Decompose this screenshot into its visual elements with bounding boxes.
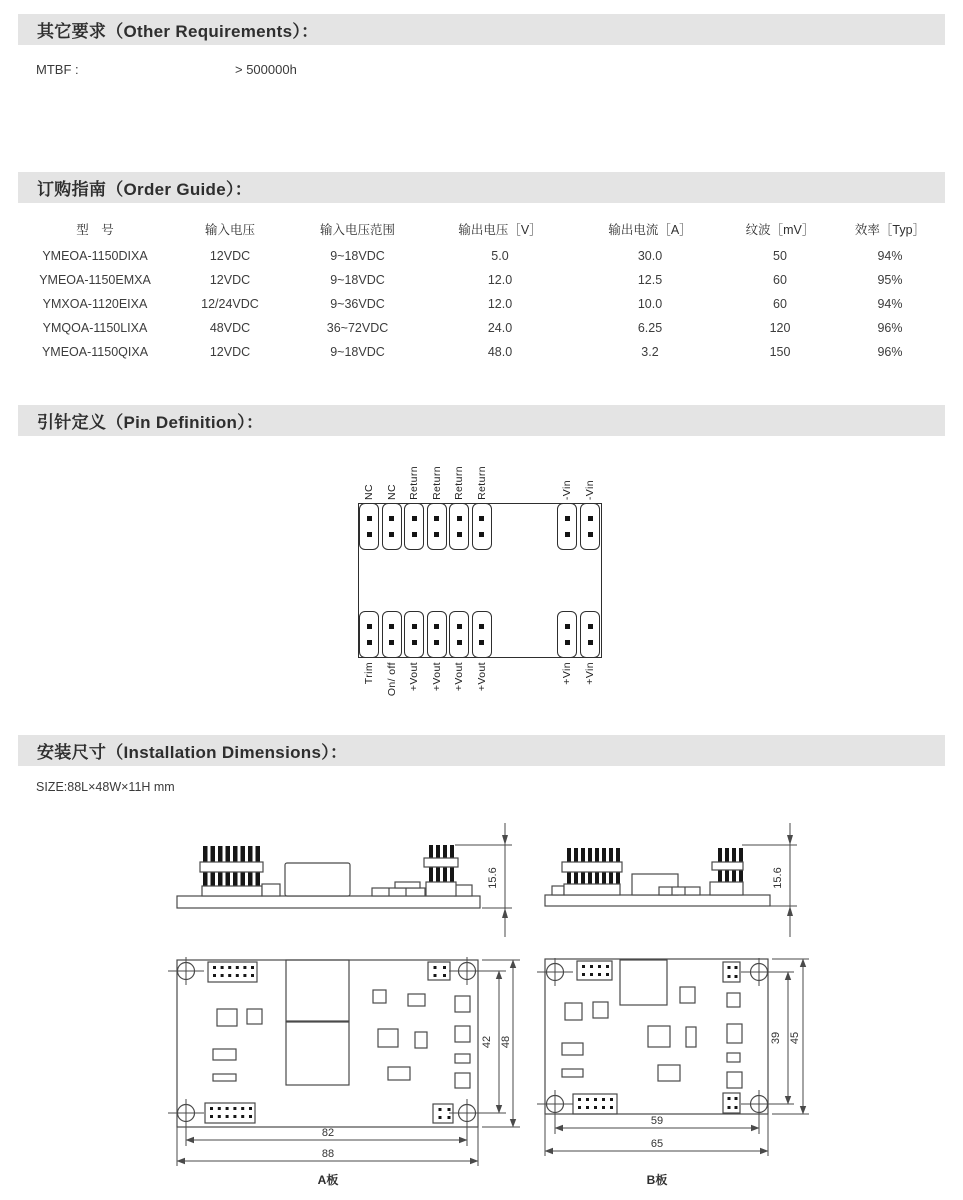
section-title: 订购指南（Order Guide）： [37, 180, 253, 199]
table-cell: 9~18VDC [330, 273, 385, 287]
pin-label [555, 440, 579, 500]
column-header: 型 号 [76, 223, 114, 237]
table-cell: 10.0 [637, 297, 663, 311]
connector-top-right [428, 962, 450, 980]
pin-label-text: NC [385, 484, 398, 500]
pin-contact [565, 640, 570, 645]
pin-label-text: On/ off [385, 662, 398, 697]
components-a [213, 960, 470, 1088]
pin-contact [565, 532, 570, 537]
pin-contact [434, 532, 439, 537]
table-cell: 12VDC [209, 273, 251, 287]
connector-bottom-right [723, 1093, 740, 1113]
pin [427, 611, 447, 658]
table-row [20, 292, 945, 316]
table-cell: 9~18VDC [330, 249, 385, 263]
column-header: 效率［Typ］ [854, 223, 926, 237]
pin [404, 611, 424, 658]
dim-59: 59 [650, 1115, 664, 1127]
component-box [285, 863, 350, 896]
table-row [20, 244, 945, 268]
table-cell: 50 [773, 249, 787, 263]
table-cell: 36~72VDC [326, 321, 389, 335]
table-row [20, 316, 945, 340]
board-b-drawing [530, 950, 860, 1198]
section-title: 引针定义（Pin Definition）： [37, 413, 264, 432]
pin-contact [588, 624, 593, 629]
pin-label-text: +Vout [475, 662, 488, 692]
table-cell: 12.0 [487, 273, 513, 287]
pin-contact [479, 624, 484, 629]
pin-label-text: +Vout [408, 662, 420, 692]
pin-contact [412, 516, 417, 521]
pin-label [447, 662, 471, 726]
column-header: 输入电压 [204, 223, 255, 237]
pin-contact [479, 640, 484, 645]
pin-label-text: NC [363, 484, 375, 500]
pin-label [447, 440, 471, 500]
table-cell: 60 [773, 273, 787, 287]
dim-65: 65 [650, 1138, 664, 1150]
pin-label [425, 662, 449, 726]
section-header-other-requirements [18, 14, 945, 45]
pin-label-text: -Vin [584, 479, 596, 500]
table-cell: YMQOA-1150LIXA [42, 321, 148, 335]
column-header: 输出电压［V］ [458, 223, 542, 237]
pin-label [470, 440, 494, 500]
table-cell: 3.2 [641, 345, 659, 359]
table-cell: 95% [877, 273, 903, 287]
pin [580, 503, 600, 550]
table-cell: 94% [877, 297, 903, 311]
board-a-label: A板 [317, 1173, 339, 1187]
table-cell: 12VDC [209, 249, 251, 263]
pin-label [402, 662, 426, 726]
section-header-pin-definition [18, 405, 945, 436]
pin-label [425, 440, 449, 500]
board-b-label: B板 [646, 1173, 668, 1187]
pin-contact [457, 532, 462, 537]
dim-45: 45 [789, 1031, 801, 1045]
mtbf-value: > 500000h [235, 62, 297, 77]
dimensions-b [545, 959, 809, 1156]
pin [359, 611, 379, 658]
components-b [562, 960, 742, 1088]
table-cell: 12.5 [637, 273, 663, 287]
column-header: 纹波［mV］ [745, 223, 815, 237]
pin [382, 611, 402, 658]
pin-contact [412, 624, 417, 629]
pin-contact [389, 624, 394, 629]
pin-header-left [552, 848, 622, 895]
connector-bottom-left [573, 1094, 617, 1114]
pin-label-text: Return [453, 466, 465, 500]
dim-39: 39 [770, 1031, 782, 1045]
order-table [20, 214, 945, 364]
pin [382, 503, 402, 550]
height-dimension [742, 823, 797, 937]
table-cell: 12.0 [487, 297, 513, 311]
connector-top-left [208, 962, 257, 982]
dim-15-6: 15.6 [487, 867, 499, 889]
board-side-b [545, 895, 770, 906]
pin-contact [412, 532, 417, 537]
table-cell: 150 [769, 345, 791, 359]
pin-contact [389, 640, 394, 645]
table-cell: 9~18VDC [330, 345, 385, 359]
order-table-body [20, 244, 945, 364]
pin-label [380, 440, 404, 500]
pin-contact [479, 516, 484, 521]
pin-label [578, 440, 602, 500]
pin-contact [367, 516, 372, 521]
pin-label-text: +Vin [584, 662, 596, 685]
column-header: 输入电压范围 [319, 223, 395, 237]
pin-label-text: Trim [363, 662, 375, 685]
pin-label [578, 662, 602, 726]
connector-top-right [723, 962, 740, 982]
pin-contact [479, 532, 484, 537]
pin-contact [565, 516, 570, 521]
pin-contact [434, 640, 439, 645]
side-view-a [150, 818, 530, 945]
pin-label [470, 662, 494, 726]
section-header-installation [18, 735, 945, 766]
pin-contact [457, 640, 462, 645]
table-cell: 94% [877, 249, 903, 263]
pin-contact [565, 624, 570, 629]
mtbf-label: MTBF : [36, 62, 79, 77]
table-cell: 12VDC [209, 345, 251, 359]
pin-contact [457, 624, 462, 629]
pin-header-left [200, 846, 280, 896]
pin-contact [389, 516, 394, 521]
table-cell: 6.25 [637, 321, 663, 335]
pin [557, 503, 577, 550]
pin [449, 503, 469, 550]
pin [427, 503, 447, 550]
table-cell: 120 [769, 321, 791, 335]
board-outline-a [177, 960, 478, 1127]
table-cell: YMEOA-1150EMXA [39, 273, 151, 287]
pin-label-text: Return [430, 466, 443, 500]
pin-contact [434, 624, 439, 629]
pin [557, 611, 577, 658]
table-row [20, 340, 945, 364]
table-cell: 48.0 [487, 345, 513, 359]
pin-contact [367, 624, 372, 629]
side-view-b [530, 818, 820, 945]
small-components [372, 882, 472, 896]
dim-42: 42 [481, 1035, 493, 1049]
pin-contact [389, 532, 394, 537]
dim-48: 48 [500, 1035, 512, 1049]
pin-contact [588, 516, 593, 521]
pin-label-text: +Vout [453, 662, 465, 692]
pin-label-text: +Vout [430, 662, 443, 692]
table-cell: 96% [877, 345, 903, 359]
pin-header-right [710, 848, 743, 895]
table-cell: 30.0 [637, 249, 663, 263]
table-cell: 9~36VDC [330, 297, 385, 311]
dim-82: 82 [321, 1127, 335, 1139]
pin-label-text: -Vin [561, 479, 573, 500]
pin-label-text: Return [475, 466, 488, 500]
pin [472, 611, 492, 658]
column-header: 输出电流［A］ [608, 223, 692, 237]
pin-label [555, 662, 579, 726]
pin-label [357, 662, 381, 726]
pin-label [380, 662, 404, 726]
table-cell: 96% [877, 321, 903, 335]
pin [359, 503, 379, 550]
pin-contact [457, 516, 462, 521]
pin-label [357, 440, 381, 500]
size-text: SIZE:88L×48W×11H mm [36, 780, 175, 794]
pin-contact [588, 640, 593, 645]
height-dimension [455, 823, 512, 937]
pin [580, 611, 600, 658]
dim-88: 88 [321, 1148, 335, 1160]
pin-contact [367, 640, 372, 645]
table-cell: 60 [773, 297, 787, 311]
section-title: 其它要求（Other Requirements）： [37, 22, 319, 41]
order-table-header [20, 214, 945, 244]
table-row [20, 268, 945, 292]
pin-label [402, 440, 426, 500]
pin-contact [434, 516, 439, 521]
pin-label-text: +Vin [561, 662, 573, 685]
board-side-a [177, 896, 480, 908]
pin-contact [412, 640, 417, 645]
table-cell: 24.0 [487, 321, 513, 335]
table-cell: YMXOA-1120EIXA [42, 297, 148, 311]
table-cell: 5.0 [491, 249, 509, 263]
pin-label-text: Return [408, 466, 420, 500]
table-cell: YMEOA-1150QIXA [41, 345, 149, 359]
section-header-order-guide [18, 172, 945, 203]
table-cell: 48VDC [209, 321, 251, 335]
pin-header-right [424, 845, 458, 896]
connector-top-left [577, 961, 612, 980]
pin-diagram [358, 440, 602, 730]
pin [404, 503, 424, 550]
pin [449, 611, 469, 658]
pin-contact [367, 532, 372, 537]
section-title: 安装尺寸（Installation Dimensions）： [37, 743, 348, 762]
pin-contact [588, 532, 593, 537]
connector-bottom-left [205, 1103, 255, 1123]
pin [472, 503, 492, 550]
dim-15-6: 15.6 [772, 867, 784, 889]
table-cell: 12/24VDC [201, 297, 259, 311]
board-a-drawing [160, 950, 522, 1198]
table-cell: YMEOA-1150DIXA [42, 249, 148, 263]
small-components [659, 887, 700, 895]
